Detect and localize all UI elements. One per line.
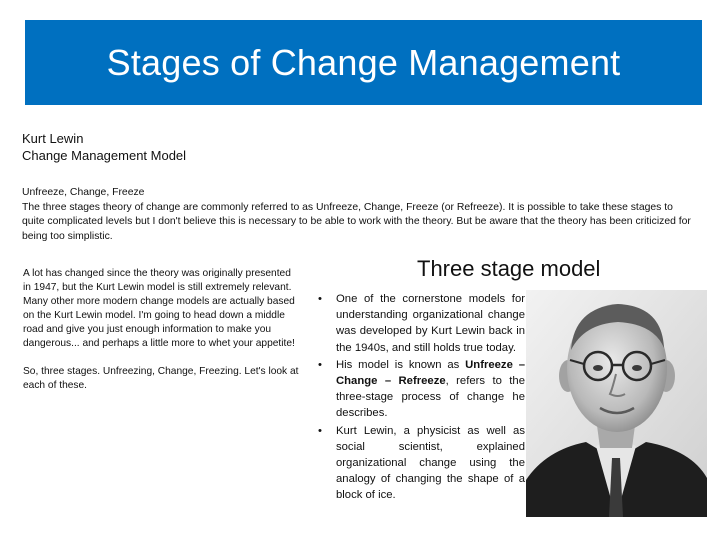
bullet-text: One of the cornerstone models for understanding organizational change was developed by Kurt Lewin back in the 1940s, and still holds true today. [336,293,525,354]
note-paragraph-2: So, three stages. Unfreezing, Change, Freezing. Let's look at each of these. [23,366,299,391]
section-body: The three stages theory of change are commonly referred to as Unfreeze, Change, Freeze (or Refreeze). It is possible to take these stages to quite complicated levels but I don't believe this is necessary to be able to work with the theory. But be aware that the theory has been criticized for being too simplistic. [22,201,691,242]
author-name: Kurt Lewin [22,131,84,146]
side-note [23,267,299,447]
note-paragraph-1: A lot has changed since the theory was originally presented in 1947, but the Kurt Lewin model is still extremely relevant. Many other more modern change models are actually based on the Kurt Lewin model. I'm going to head down a middle road and give you just enough information to make you dangerous... and perhaps a little more to whet your appetite! [23,268,295,349]
bullet-text-pre: His model is known as [336,358,466,371]
bullet-text-post: , refers to the three-stage process of change he describes. [336,375,525,420]
model-name: Change Management Model [22,148,187,163]
bullet-text: Kurt Lewin, a physicist as well as social scientist, explained organizational change using the analogy of changing the shape of a block of ice. [336,424,525,502]
bullet-item [316,357,525,422]
title-banner [25,20,702,105]
bullet-text-bold: Unfreeze – Change – Refreeze [336,358,525,388]
page-title: Stages of Change Management [106,41,621,83]
bullet-icon: • [318,293,322,305]
overview-section [22,186,698,244]
bullet-icon: • [318,424,322,437]
model-bullet-list [316,291,525,505]
bullet-icon: • [318,358,322,371]
bullet-item [316,423,525,504]
intro-block [22,130,186,164]
portrait-photo [526,290,707,517]
section-heading: Unfreeze, Change, Freeze [22,187,145,198]
bullet-item [316,291,525,356]
model-title: Three stage model [417,256,601,281]
